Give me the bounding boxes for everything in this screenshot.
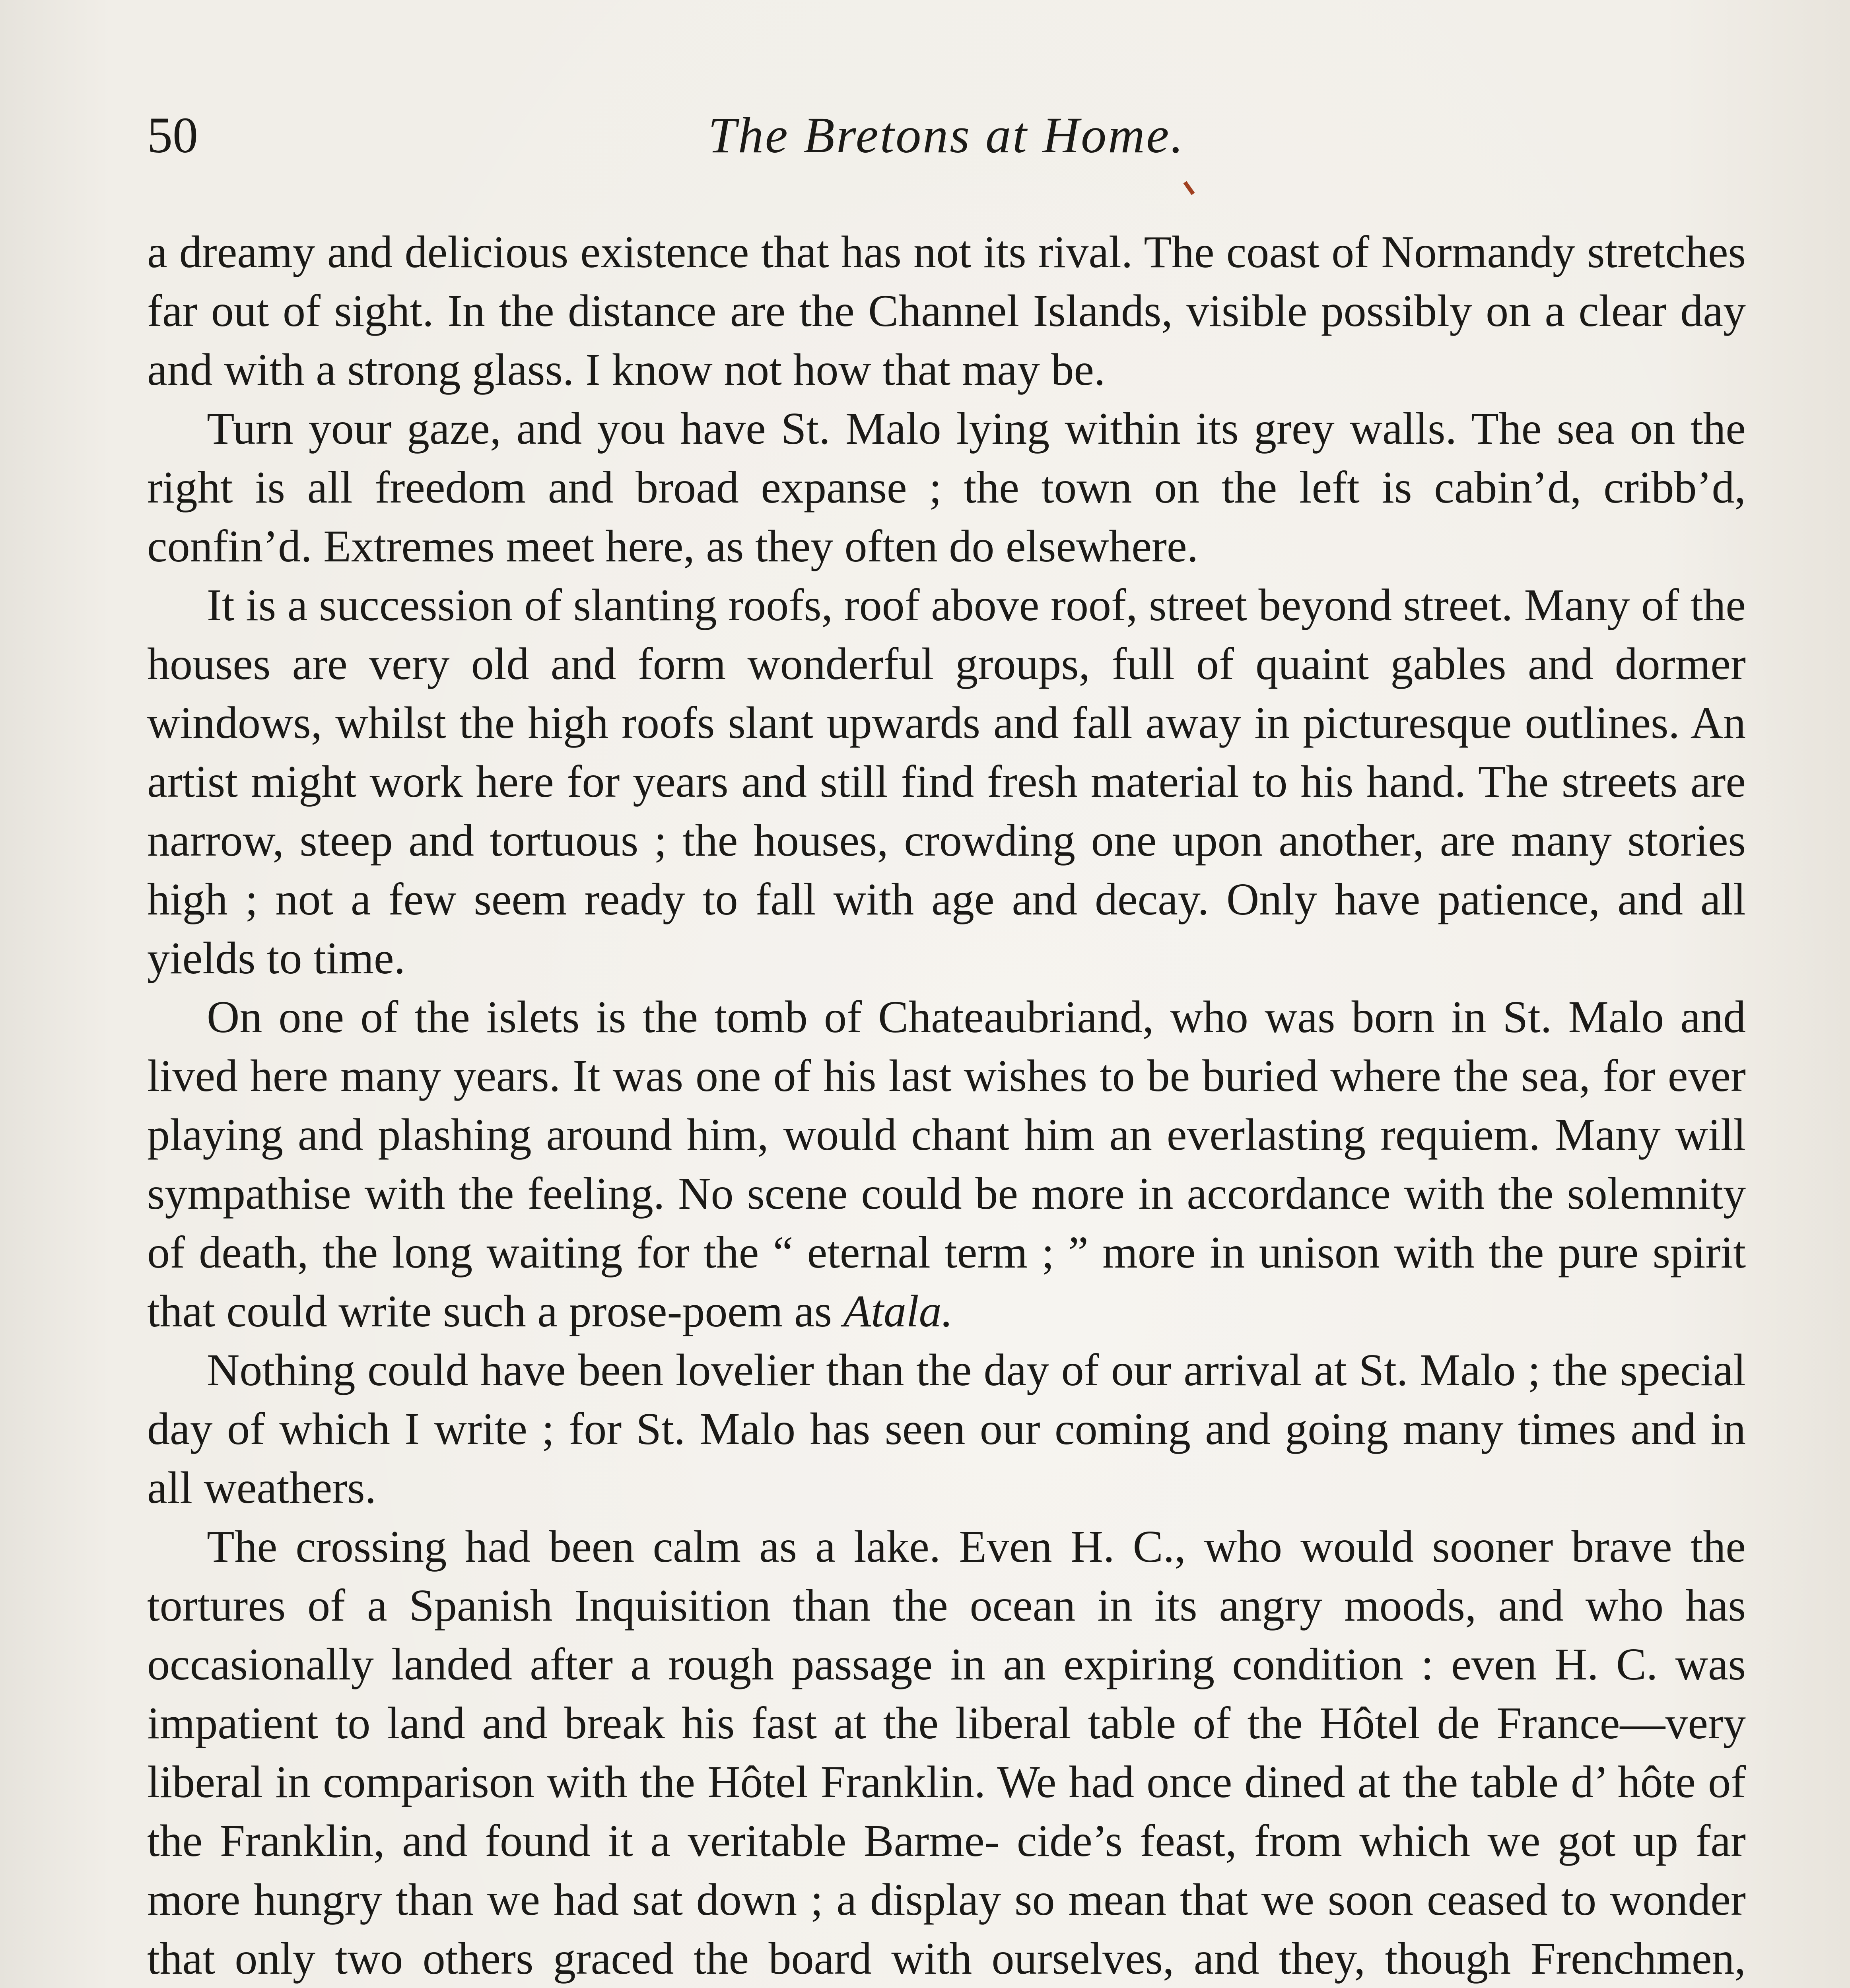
paragraph-6: The crossing had been calm as a lake. Even H. C., who would sooner brave the tortures of a Spanish Inquisition than the ocean in its angry moods, and who has occasionally landed after a rough passage in an expiring condition : even H. C. was impatient to land and break his fast at the liberal table of the Hôtel de France—very liberal in comparison with the Hôtel Franklin. We had once dined at the table d’ hôte of the Franklin, and found it a veritable Barme- cide’s feast, from which we got up far more hungry than we had sat down ; a display so mean that we soon ceased to wonder that only two others graced the board with ourselves, and they, though Frenchmen, [147,1521,1746,1984]
page-header [147,99,1746,171]
book-title-atala: Atala. [843,1286,953,1336]
running-title: The Bretons at Home. [708,107,1185,163]
paragraph-1: a dreamy and delicious existence that has not its rival. The coast of Normandy stretches far out of sight. In the distance are the Channel Islands, visible possibly on a clear day and with a strong glass. I know not how that may be. [147,227,1746,395]
paragraph-2: Turn your gaze, and you have St. Malo lying within its grey walls. The sea on the right is all freedom and broad expanse ; the town on the left is cabin’d, cribb’d, confin’d. Extremes meet here, as they often do elsewhere. [147,403,1746,571]
page-number: 50 [147,107,198,163]
body-text [147,223,1746,1988]
paragraph-3: It is a succession of slanting roofs, roof above roof, street beyond street. Many of the houses are very old and form wonderful groups, full of quaint gables and dormer windows, whilst the high roofs slant upwards and fall away in picturesque outlines. An artist might work here for years and still find fresh material to his hand. The streets are narrow, steep and tortuous ; the houses, crowding one upon another, are many stories high ; not a few seem ready to fall with age and decay. Only have patience, and all yields to time. [147,580,1746,983]
paragraph-5: Nothing could have been lovelier than the day of our arrival at St. Malo ; the special day of which I write ; for St. Malo has seen our coming and going many times and in all weathers. [147,1345,1746,1513]
ink-speck [1183,181,1195,195]
paragraph-4-text: On one of the islets is the tomb of Chateaubriand, who was born in St. Malo and lived here many years. It was one of his last wishes to be buried where the sea, for ever playing and plashing around him, would chant him an everlasting requiem. Many will sympathise with the feeling. No scene could be more in accordance with the solemnity of death, the long waiting for the “ eternal term ; ” more in unison with the pure spirit that could write such a prose-poem as [147,992,1746,1336]
paragraph-4 [147,988,1746,1341]
